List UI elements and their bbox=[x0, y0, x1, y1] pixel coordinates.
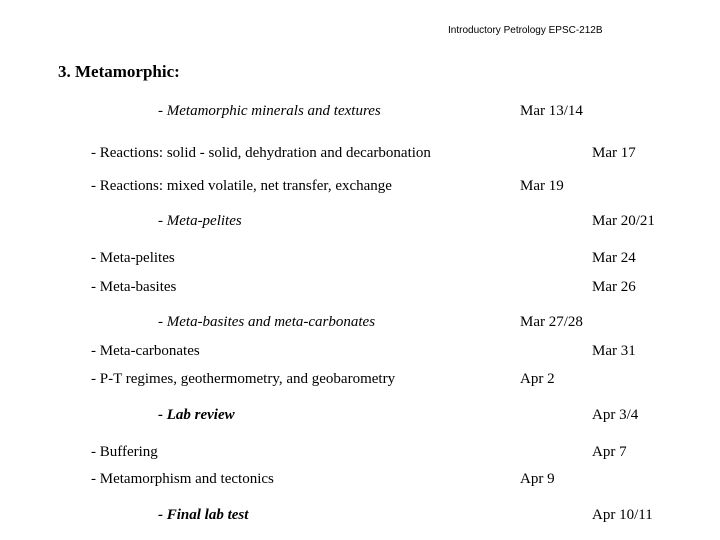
date-label: Mar 13/14 bbox=[520, 103, 583, 119]
date-label: Apr 7 bbox=[592, 444, 627, 460]
date-label: Mar 26 bbox=[592, 279, 636, 295]
date-label: Mar 17 bbox=[592, 145, 636, 161]
schedule-row bbox=[0, 145, 720, 167]
date-label: Apr 10/11 bbox=[592, 507, 653, 523]
topic-label: - Lab review bbox=[158, 407, 235, 423]
schedule-row bbox=[0, 250, 720, 272]
topic-label: - Meta-pelites bbox=[158, 213, 242, 229]
date-label: Apr 9 bbox=[520, 471, 555, 487]
schedule-row bbox=[0, 343, 720, 365]
topic-label: - Meta-basites and meta-carbonates bbox=[158, 314, 376, 330]
date-label: Apr 3/4 bbox=[592, 407, 639, 423]
section-title: 3. Metamorphic: bbox=[58, 62, 180, 81]
topic-label: - P-T regimes, geothermometry, and geobarometry bbox=[91, 371, 396, 387]
topic-label: - Buffering bbox=[91, 444, 158, 460]
topic-label: - Meta-basites bbox=[91, 279, 177, 295]
schedule-row bbox=[0, 213, 720, 235]
schedule-row bbox=[0, 407, 720, 429]
schedule-row bbox=[0, 178, 720, 200]
topic-label: - Metamorphic minerals and textures bbox=[158, 103, 381, 119]
topic-label: - Final lab test bbox=[158, 507, 249, 523]
date-label: Apr 2 bbox=[520, 371, 555, 387]
schedule-row bbox=[0, 444, 720, 466]
topic-label: - Reactions: solid - solid, dehydration and decarbonation bbox=[91, 145, 431, 161]
schedule-row bbox=[0, 507, 720, 529]
topic-label: - Metamorphism and tectonics bbox=[91, 471, 274, 487]
date-label: Mar 20/21 bbox=[592, 213, 655, 229]
topic-label: - Meta-pelites bbox=[91, 250, 175, 266]
schedule-row bbox=[0, 371, 720, 393]
date-label: Mar 19 bbox=[520, 178, 564, 194]
date-label: Mar 24 bbox=[592, 250, 636, 266]
schedule-row bbox=[0, 103, 720, 125]
schedule-row bbox=[0, 279, 720, 301]
schedule-row bbox=[0, 314, 720, 336]
topic-label: - Reactions: mixed volatile, net transfer, exchange bbox=[91, 178, 392, 194]
course-header: Introductory Petrology EPSC-212B bbox=[448, 25, 603, 36]
topic-label: - Meta-carbonates bbox=[91, 343, 200, 359]
date-label: Mar 31 bbox=[592, 343, 636, 359]
schedule-row bbox=[0, 471, 720, 493]
date-label: Mar 27/28 bbox=[520, 314, 583, 330]
